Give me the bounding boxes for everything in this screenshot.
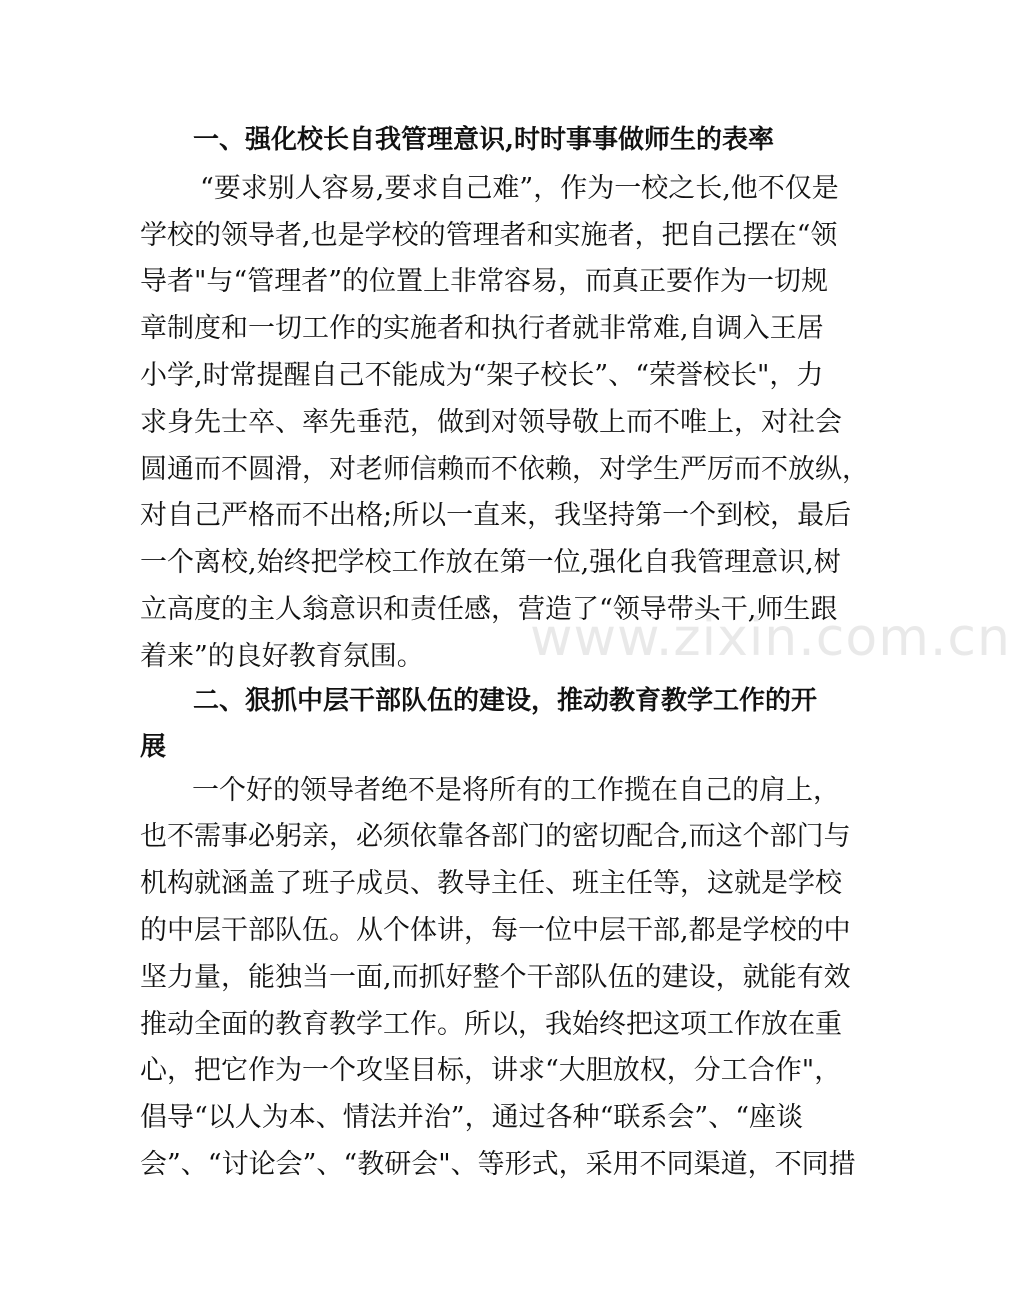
section2-line-6: 推动全面的教育教学工作。所以，我始终把这项工作放在重 xyxy=(140,1009,842,1040)
section2-line-9: 会”、“讨论会”、“教研会"、等形式，采用不同渠道，不同措 xyxy=(140,1149,856,1180)
section1-line-4: 章制度和一切工作的实施者和执行者就非常难,自调入王居 xyxy=(140,313,824,344)
section2-line-1: 一个好的领导者绝不是将所有的工作揽在自己的肩上， xyxy=(192,775,840,806)
section1-line-9: 一个离校,始终把学校工作放在第一位,强化自我管理意识,树 xyxy=(140,547,841,578)
section1-line-6: 求身先士卒、率先垂范，做到对领导敬上而不唯上，对社会 xyxy=(140,407,842,438)
section2-heading-line-1: 二、狠抓中层干部队伍的建设，推动教育教学工作的开 xyxy=(193,686,818,716)
section2-line-7: 心，把它作为一个攻坚目标，讲求“大胆放权，分工合作"， xyxy=(140,1055,842,1086)
section1-line-10: 立高度的主人翁意识和责任感，营造了“领导带头干,师生跟 xyxy=(140,594,838,625)
section2-line-5: 坚力量，能独当一面,而抓好整个干部队伍的建设，就能有效 xyxy=(140,962,851,993)
section2-line-3: 机构就涵盖了班子成员、教导主任、班主任等，这就是学校 xyxy=(140,868,842,899)
section1-line-7: 圆通而不圆滑，对老师信赖而不依赖，对学生严厉而不放纵， xyxy=(140,454,869,485)
section2-line-4: 的中层干部队伍。从个体讲，每一位中层干部,都是学校的中 xyxy=(140,915,851,946)
section1-line-8: 对自己严格而不出格;所以一直来，我坚持第一个到校，最后 xyxy=(140,500,852,531)
section1-line-5: 小学,时常提醒自己不能成为“架子校长”、“荣誉校长"，力 xyxy=(140,360,824,391)
section2-line-2: 也不需事必躬亲，必须依靠各部门的密切配合,而这个部门与 xyxy=(140,821,851,852)
section2-line-8: 倡导“以人为本、情法并治”，通过各种“联系会”、“座谈 xyxy=(140,1102,804,1133)
section1-line-1: “要求别人容易,要求自己难”，作为一校之长,他不仅是 xyxy=(200,173,839,204)
section1-line-3: 导者"与“管理者”的位置上非常容易，而真正要作为一切规 xyxy=(140,266,829,297)
section1-line-2: 学校的领导者,也是学校的管理者和实施者，把自己摆在“领 xyxy=(140,220,838,251)
section1-line-11: 着来”的良好教育氛围。 xyxy=(140,641,424,672)
section2-heading-line-2: 展 xyxy=(140,732,167,762)
watermark: www.zixin.com.cn xyxy=(530,608,1011,668)
section1-heading: 一、强化校长自我管理意识,时时事事做师生的表率 xyxy=(193,125,775,155)
